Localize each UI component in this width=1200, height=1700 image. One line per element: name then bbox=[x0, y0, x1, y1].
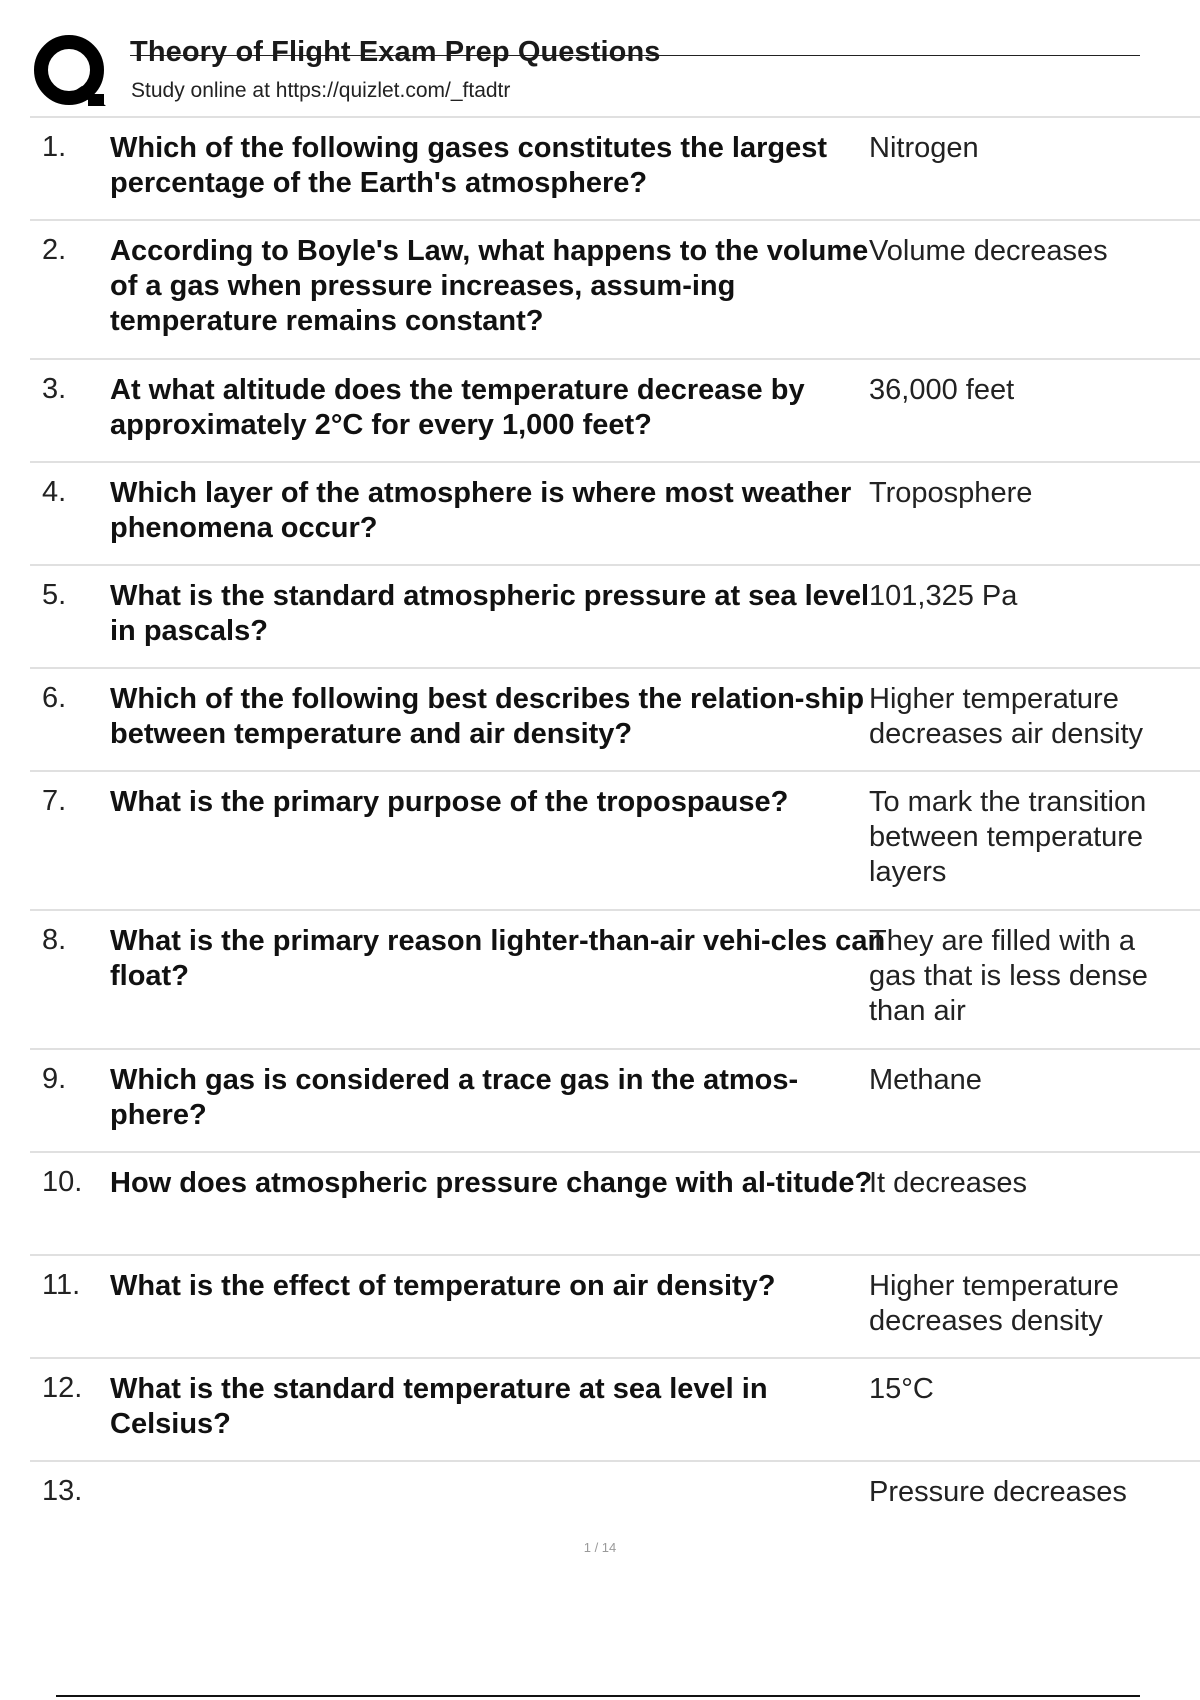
card-answer: 15°C bbox=[869, 1373, 934, 1405]
card-number: 3. bbox=[42, 373, 67, 405]
card-question: Which gas is considered a trace gas in the atmos-phere? bbox=[110, 1064, 799, 1131]
quizlet-logo-icon bbox=[32, 32, 112, 112]
flashcard-row bbox=[30, 1254, 1200, 1357]
flashcard-row bbox=[30, 358, 1200, 461]
flashcard-row bbox=[30, 909, 1200, 1048]
card-answer: Volume decreases bbox=[869, 235, 1108, 267]
flashcard-row bbox=[30, 116, 1200, 219]
card-number: 1. bbox=[42, 131, 67, 163]
card-question: What is the effect of temperature on air density? bbox=[110, 1270, 776, 1302]
flashcard-row bbox=[30, 1151, 1200, 1254]
card-number: 4. bbox=[42, 476, 67, 508]
card-answer: 36,000 feet bbox=[869, 374, 1015, 406]
card-question: According to Boyle's Law, what happens to the volume of a gas when pressure increases, assum-ing temperature remains constant? bbox=[110, 235, 869, 337]
flashcard-row bbox=[30, 219, 1200, 358]
card-number: 12. bbox=[42, 1372, 83, 1404]
card-number: 8. bbox=[42, 924, 67, 956]
card-number: 11. bbox=[42, 1269, 81, 1301]
card-answer: They are filled with a gas that is less dense than air bbox=[869, 925, 1148, 1027]
flashcard-row bbox=[30, 1048, 1200, 1151]
card-question: Which of the following gases constitutes the largest percentage of the Earth's atmosphere? bbox=[110, 132, 828, 199]
card-question: At what altitude does the temperature decrease by approximately 2°C for every 1,000 feet? bbox=[110, 374, 805, 441]
flashcard-row bbox=[30, 461, 1200, 564]
card-answer: Higher temperature decreases air density bbox=[869, 683, 1144, 750]
flashcard-row bbox=[30, 770, 1200, 909]
card-question: Which layer of the atmosphere is where most weather phenomena occur? bbox=[110, 477, 852, 544]
card-question: Which of the following best describes the relation-ship between temperature and air density? bbox=[110, 683, 865, 750]
card-answer: Troposphere bbox=[869, 477, 1033, 509]
bottom-divider bbox=[56, 1695, 1140, 1697]
document-title: Theory of Flight Exam Prep Questions bbox=[130, 36, 661, 68]
flashcard-row bbox=[30, 667, 1200, 770]
card-question: What is the standard temperature at sea level in Celsius? bbox=[110, 1373, 768, 1440]
card-number: 9. bbox=[42, 1063, 67, 1095]
card-answer: Higher temperature decreases density bbox=[869, 1270, 1119, 1337]
card-answer: To mark the transition between temperature layers bbox=[869, 786, 1147, 888]
card-question: What is the primary reason lighter-than-air vehi-cles can float? bbox=[110, 925, 886, 992]
card-number: 2. bbox=[42, 234, 67, 266]
card-question: How does atmospheric pressure change with al-titude? bbox=[110, 1167, 873, 1199]
flashcard-row bbox=[30, 1357, 1200, 1460]
flashcard-row bbox=[30, 564, 1200, 667]
card-answer: 101,325 Pa bbox=[869, 580, 1018, 612]
card-question: What is the primary purpose of the tropospause? bbox=[110, 786, 789, 818]
card-question: What is the standard atmospheric pressure at sea level in pascals? bbox=[110, 580, 870, 647]
card-answer: Methane bbox=[869, 1064, 982, 1096]
card-number: 10. bbox=[42, 1166, 83, 1198]
study-online-link[interactable]: Study online at https://quizlet.com/_ftadtr bbox=[131, 79, 511, 102]
flashcard-row bbox=[30, 1460, 1200, 1520]
card-answer: Nitrogen bbox=[869, 132, 979, 164]
card-number: 6. bbox=[42, 682, 67, 714]
page-indicator: 1 / 14 bbox=[583, 1540, 617, 1555]
card-number: 5. bbox=[42, 579, 67, 611]
card-answer: Pressure decreases bbox=[869, 1476, 1127, 1508]
card-number: 13. bbox=[42, 1475, 83, 1507]
card-answer: It decreases bbox=[869, 1167, 1027, 1199]
page-header bbox=[30, 28, 1140, 108]
card-number: 7. bbox=[42, 785, 67, 817]
flashcard-list bbox=[30, 116, 1200, 1520]
